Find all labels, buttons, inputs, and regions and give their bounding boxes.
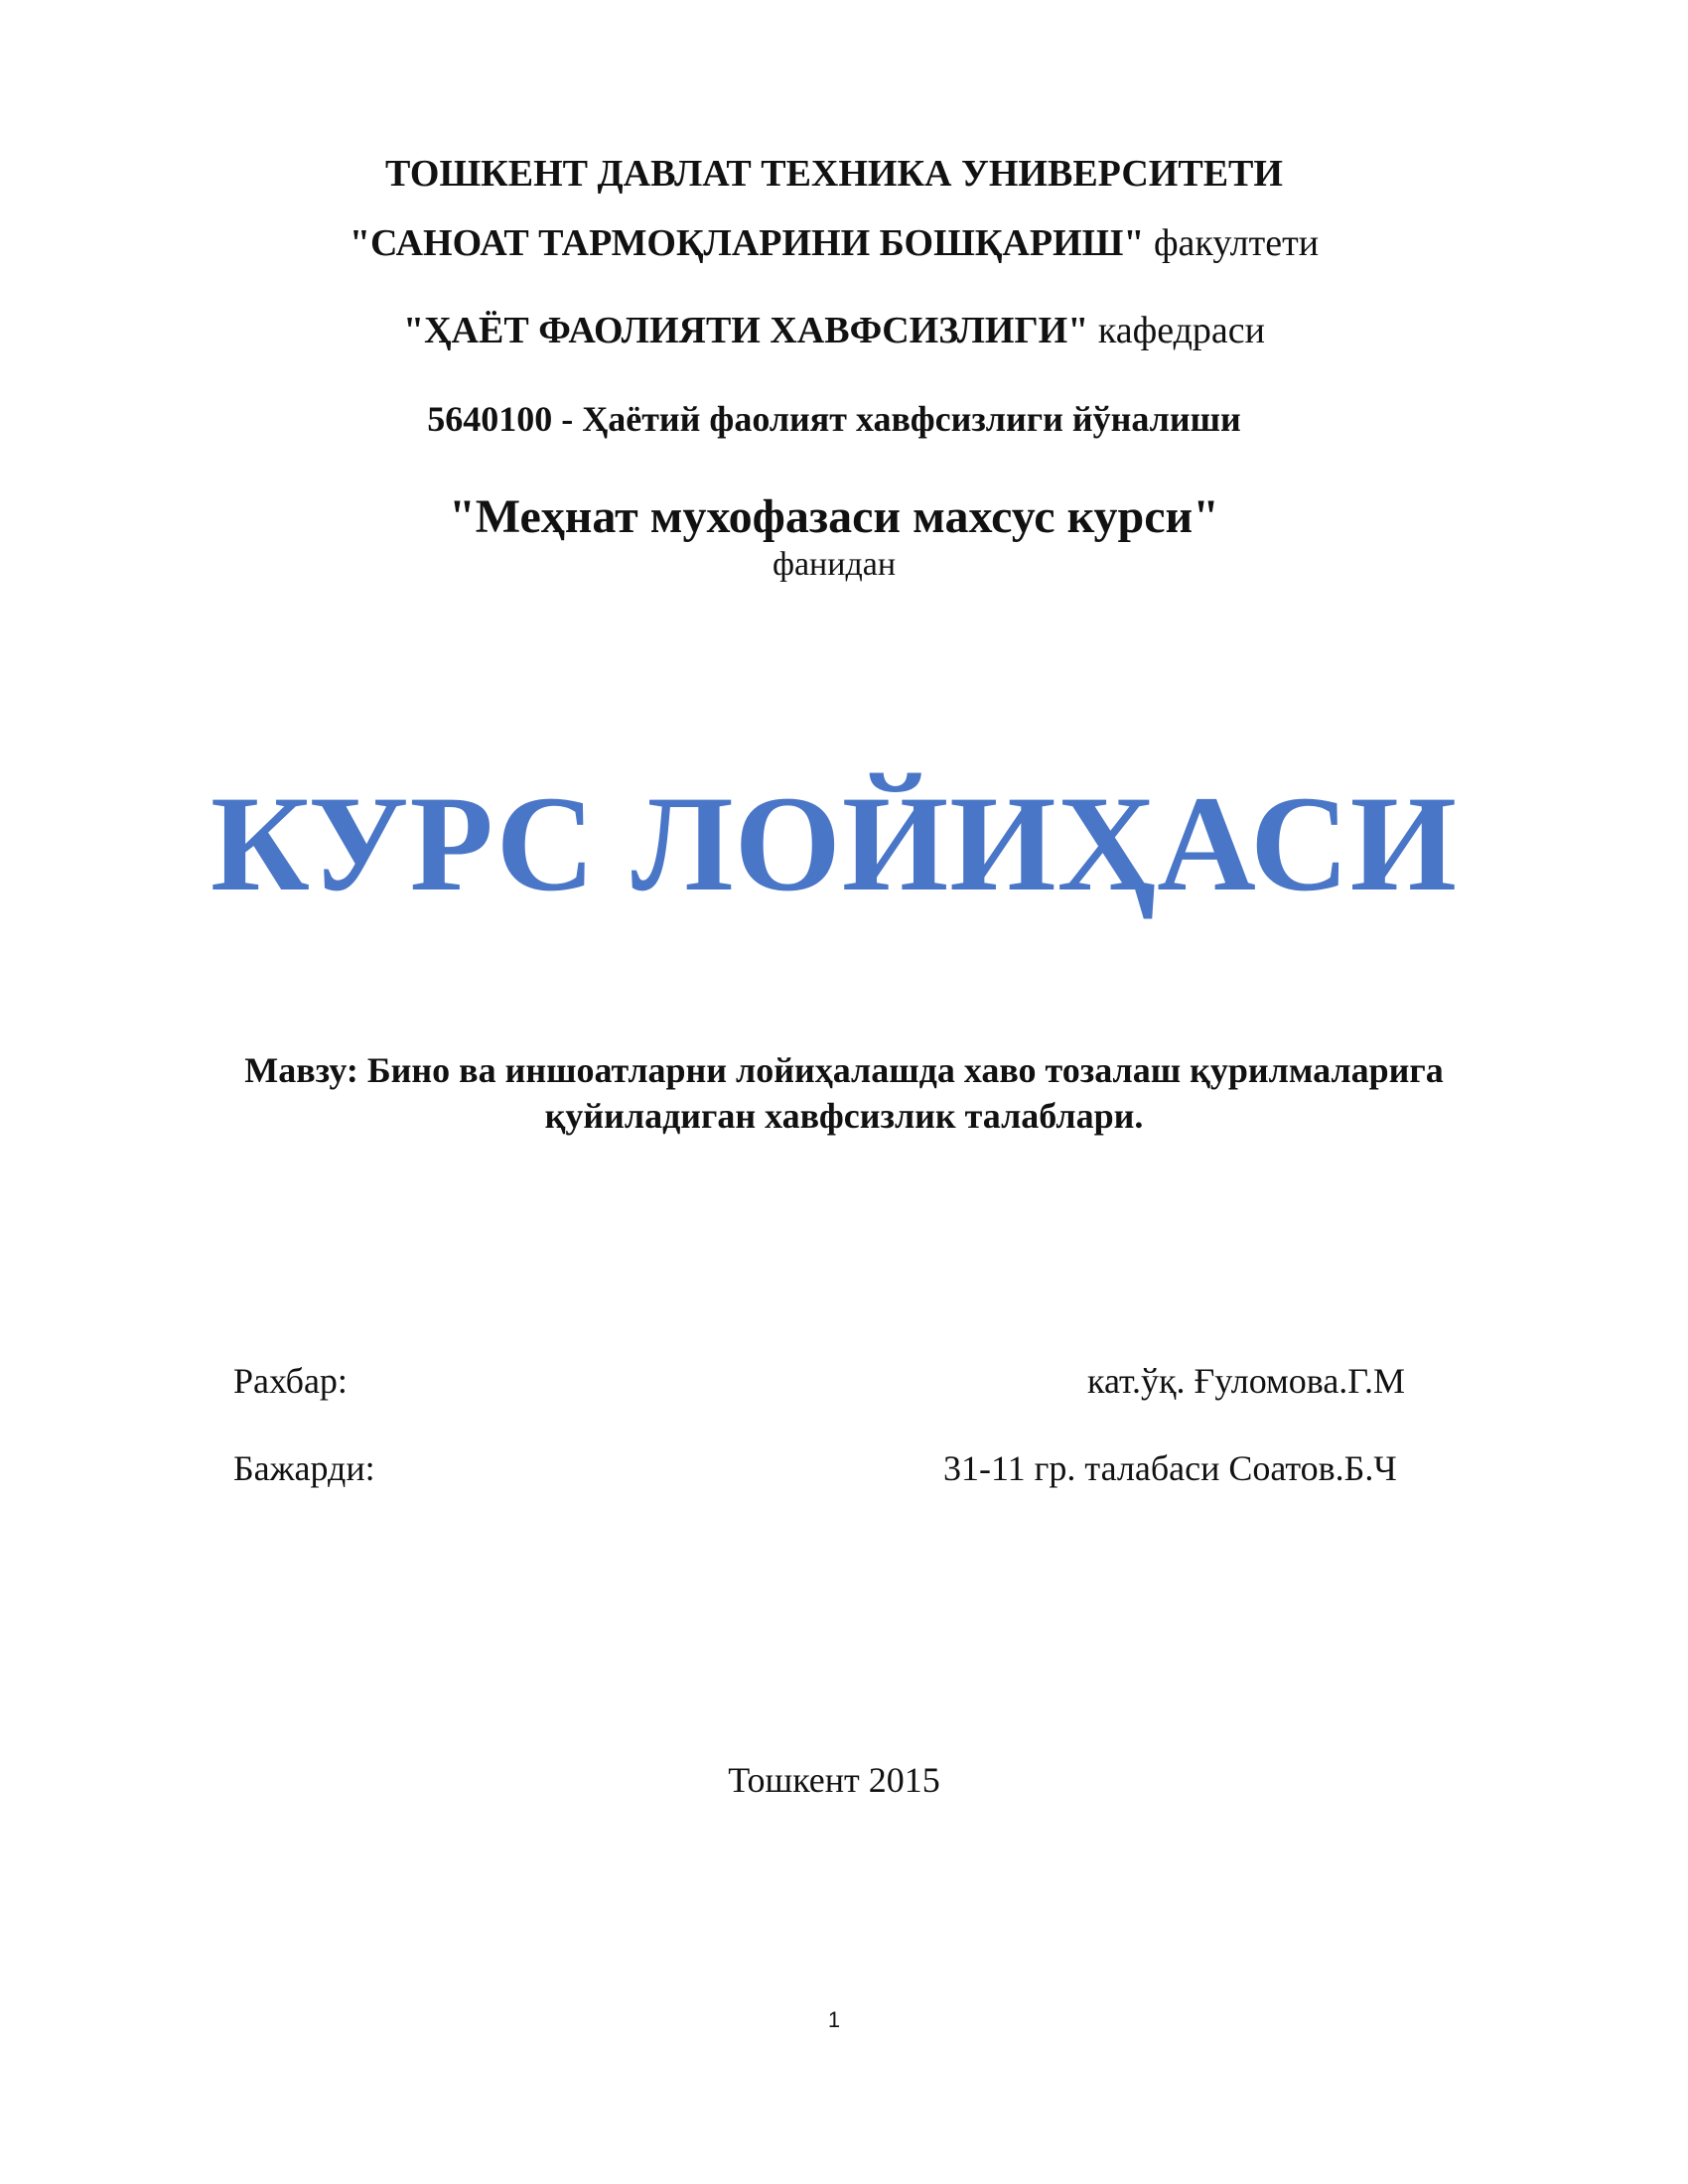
topic-line-2: қуйиладиган хавфсизлик талаблари.	[544, 1096, 1144, 1136]
topic-block	[0, 1047, 1688, 1139]
department-suffix: кафедраси	[1088, 310, 1265, 351]
page-number: 1	[827, 2007, 841, 2032]
supervisor-name: кат.ўқ. Ғуломова.Г.М	[1087, 1361, 1406, 1401]
faculty-name: "САНОАТ ТАРМОҚЛАРИНИ БОШҚАРИШ"	[349, 222, 1145, 264]
subject-suffix: фанидан	[772, 546, 897, 583]
department-name: "ҲАЁТ ФАОЛИЯТИ ХАВФСИЗЛИГИ"	[403, 310, 1089, 351]
direction-line: 5640100 - Ҳаётий фаолият хавфсизлиги йўналиши	[427, 399, 1241, 439]
faculty-line	[0, 221, 1678, 265]
executor-label: Бажарди:	[233, 1448, 375, 1488]
university-name: ТОШКЕНТ ДАВЛАТ ТЕХНИКА УНИВЕРСИТЕТИ	[385, 153, 1283, 195]
supervisor-label: Рахбар:	[233, 1361, 348, 1401]
department-line	[0, 309, 1678, 352]
city-year: Тошкент 2015	[728, 1760, 940, 1800]
executor-name: 31-11 гр. талабаси Соатов.Б.Ч	[943, 1448, 1397, 1488]
topic-line-1: Мавзу: Бино ва иншоатларни лойиҳалашда хаво тозалаш қурилмаларига	[244, 1050, 1444, 1090]
subject-name: "Меҳнат мухофазаси махсус курси"	[449, 490, 1219, 543]
faculty-suffix: факултети	[1144, 222, 1320, 264]
document-title: КУРС ЛОЙИҲАСИ	[210, 767, 1458, 919]
